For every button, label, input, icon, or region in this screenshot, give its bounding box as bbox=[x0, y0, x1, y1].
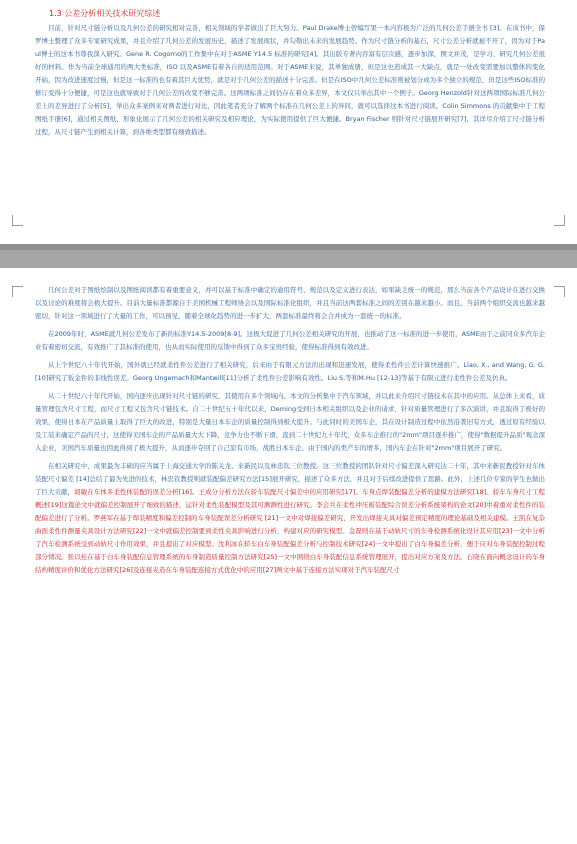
page-gap bbox=[0, 244, 577, 268]
document-page-1 bbox=[0, 0, 577, 244]
page-2-content bbox=[35, 284, 545, 577]
page-corner-marker bbox=[12, 215, 23, 226]
page-corner-marker bbox=[554, 286, 565, 297]
page-1-content bbox=[35, 8, 545, 139]
paragraph-6-intro: 在相关研究中，成果最为丰硕的应当属于上海交通大学的陈关龙、来新民以及林忠钦三位教授。这三位教授的团队针对尺寸偏差深入研究达二十年，其中来新民教授针对车体装配尺寸偏差 [14]总结了最为先进的技术，林忠钦教授则就装配偏差研究方法[15]展开研究，描述了众多方法，并且对于后续改进提供了思路。此外，上述几位专家的学生也做出了巨大贡献， bbox=[35, 462, 545, 496]
paragraph-6-highlight: 胡敏在车体多柔性体装配的误差分析[16]。王成分分析方法在轿车装配尺寸偏差中的应用研究[17]。车身点焊装配偏差分析的建模方法研究[18]。轿车车身尺寸工程概述[19]这篇论文中就偏差控制展开了细致的描述，运针对柔性装配模型及其可测测性进行研究。李会兵在柔性冲压板装配综合误差分析系统架构的论文[20]中着重对柔性件的装配偏差进行了分析。罗燕军在基于焊装精度和偏差控制的车身装配误差分析研究 [21]一文中对焊接偏差研究，开发出焊接夹具对偏差预定精度的理论基础及相关建模。王凯在复杂曲面柔性件测量夹具设计方法研究[22]一文中就偏差控制要到柔性夹具影响进行分析，构建对应的研究模型。金磊则在基于动轨尺寸的车身检测系统化设计其应用[23]一文中分析了汽车检测系统受到动轨尺寸作用效果，并且提出了对应模型。沈利冰在轿车白车身装配偏差分析与控制技术研究[24]一文中提出了白车身偏差分析，便于应对车身装配控制过程部分情况。张以桂在基于白车身装配信息管理系统的车身制造质量控制方法研究[25]一文中围绕白车身装配信息系统管理展开，提出对应方案及方法。石晓在面向概念设计的车身结构精度评价和优化方法研究[26]及连接夹造在车身装配连接方式优化中的应用[27]两文中基于连接方法实现对于汽车装配尺寸 bbox=[35, 488, 546, 574]
paragraph-1: 目前，针对尺寸链分析以及几何公差的研究相对完善，相关领域的学者做出了巨大努力。Paul Drake博士曾编写果一本内容极为广泛的几何公差手册全书 [3]。在该书中，保罗博士整理了众多专家研究成果，并且介绍了几何公差的发展历史，描述了发展现状，并勾勒出未来的发展趋势。作为尺寸链分析的基石，尺寸公差分析就被不开了，因为对于Paul博士的这本书尊我深入研究。Gene R. Cogorno的工作集中在对于ASME Y14.5 标准的研究[4]。其出版专著内容富有层次感，逐步加深，图文并茂，是学习、研究几何公差很好的材料。作为当前全球通用的两大类标准，ISO 以及ASME有着各自的适用范围。对于ASME来说，其单独成册，但是这也造成其一大缺点，就是一处改变需要加以整体的变化开始，因为改进速度过慢，但是这一标准的也有着其巨大优势，就是对于几何公差的描述十分完善。但是在ISO中几何公差标准则被划分成为多个独立的规范，但是这些ISO标准的修订变得十分便捷，可是这也就导致对于几何公差的改变不够完善。这两项标准之间仍存在着众多差异，本文仅只举出其中一个例子。Georg Henzold针对这两项国际标准几何公差上的差异进行了分析[5]，举出众多案例来对两者进行对比，因此笔者充分了解两个标准在几何公差上的异同，就可以选择这本书进行阅读。Colin Simmons 的贡献集中于工程图纸手册[6]，通过相关图纸，形象化展示了几何公差的相关研究及相应理论，为实际使用提供了巨大便捷。Bryan Fischer 则针对尺寸链展开研究[7]，其详尽介绍了尺寸链分析过程，从尺寸链产生到相关计算，到各维类型都有细致描述。 bbox=[35, 24, 545, 136]
page-corner-marker bbox=[554, 215, 565, 226]
paragraph-2: 几何公差对于图纸绘制以及图纸阅读都有着重要意义，并可以基于标准中确定的通用符号、规范以及定义进行表达，如果缺乏统一的规范，那么当前各个产品设计在进行交换以及讨论的难度将会极大提升。目前大量标准都源自于美国机械工程师协会以及国际标准化组织，并且当前这两套标准之间的差别在越来越小。而且，当前两个组织交流也越来越密切，针对这一领域进行了大量的工作，可以预见，随着全球化趋势的进一步扩大，两套标准最终将会合并成为一套统一的标准。 bbox=[35, 286, 545, 320]
paragraph-6 bbox=[35, 460, 545, 577]
page-corner-marker bbox=[12, 286, 23, 297]
paragraph-3: 在2009年时，ASME就几何公差发布了新的标准Y14.5-2009[8-9]。这极大促进了几何公差相关研究的开展，也推动了这一标准的进一步使用，ASME由于之前同众多汽车企业有着密切交流，有效推广了其标准的使用，也从而实际使用的反馈中得到了众多宝贵经验，使得标准得到有效改进。 bbox=[35, 330, 545, 351]
paragraph-4: 从上个世纪八十年代开始，国外就已经就柔性件公差进行了相关研究，后来由于有限元方法的出现和迅速发展，使得柔性件公差计算快速推广。Liao, X., and Wang, G. G.[10]研究了钣金件的非线性误差。Georg Ungemach和Mantwill[11]分析了柔性件公差影响有效性。Liu S.等和M.Hu [12-13]等基于有限元进行柔性件公差及仿真。 bbox=[35, 361, 545, 382]
section-heading: 1.3 公差分析相关技术研究综述 bbox=[49, 9, 161, 18]
paragraph-5: 从二十世纪六十年代开始，国内逐步出现针对尺寸链的研究，其使用在多个领域内。本文的分析集中于汽车领域，并以此来介绍尺寸链技术在其中的应用。从总体上来看，质量管理包含尺寸工程，而尺寸工程又包含尺寸链技术。自二十世纪五十年代以来，Deming受到日本相关组织以及企业的请求，针对质量管理进行了多次演讲，并且取得了极好的效果，使得日本在产品质量上取得了巨大的改进，特别是大量日本车企的质量控制得到极大提升。与此同时的美国车企，其在设计制造过程中依然沿袭旧有方式，透过原有经验以及工装来确定产品的尺寸，这使得美国车企的产品质量大大下降，竞争力也不断下滑，直到二十世纪九十年代，众多车企推行的"2mm"项目逐步推广，使得"数据提升品质"观念深入企业，美国汽车质量也因此得到了极大提升，从而逐步夺回了自己原有市场，战胜日本车企。由于国内的类产车的增多，国内车企在针对"2mm"项目展开了研究。 bbox=[35, 392, 545, 452]
document-page-2 bbox=[0, 268, 577, 844]
